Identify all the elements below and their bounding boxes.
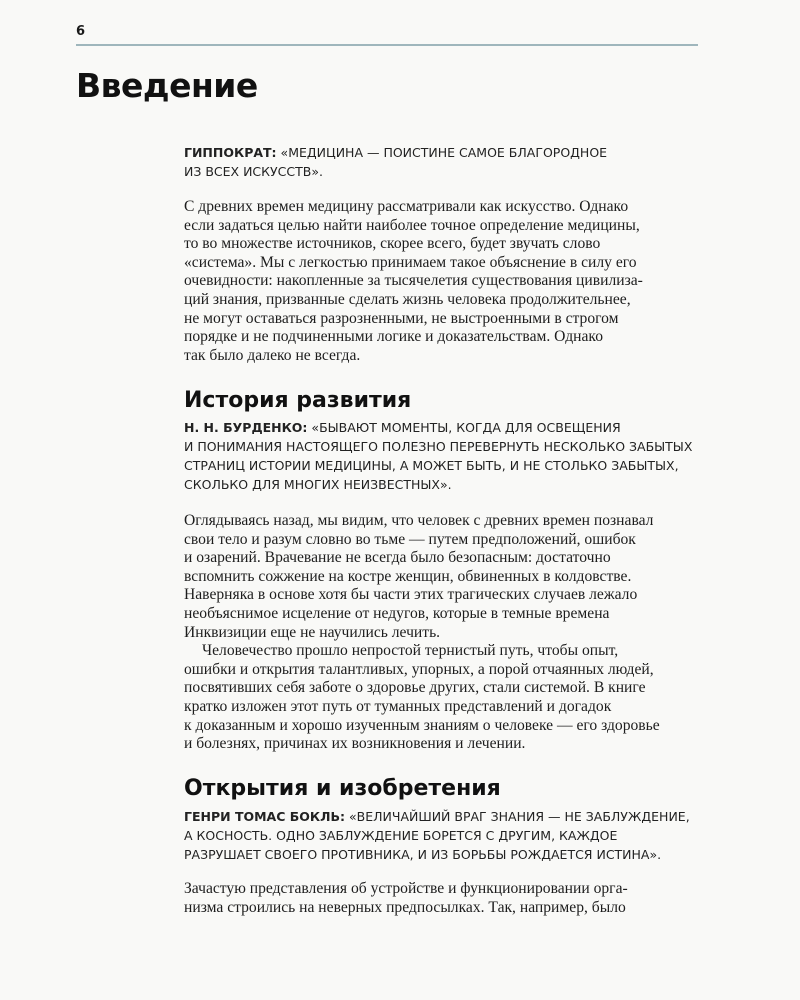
text-line: С древних времен медицину рассматривали как искусство. Однако	[184, 198, 629, 215]
quote-line: «БЫВАЮТ МОМЕНТЫ, КОГДА ДЛЯ ОСВЕЩЕНИЯ	[311, 420, 621, 435]
burdenko-quote	[184, 418, 704, 494]
text-line: свои тело и разум словно во тьме — путем предположений, ошибок	[184, 530, 636, 548]
page-title: Введение	[76, 66, 258, 105]
text-line: ций знания, призванные сделать жизнь человека продолжительнее,	[184, 290, 631, 308]
text-line: Зачастую представления об устройстве и функционировании орга-	[184, 880, 628, 897]
section-heading-history: История развития	[184, 388, 412, 413]
text-line: порядке и не подчиненными логике и доказательствам. Однако	[184, 328, 604, 346]
quote-line: СКОЛЬКО ДЛЯ МНОГИХ НЕИЗВЕСТНЫХ».	[184, 477, 452, 492]
quote-line: «ВЕЛИЧАЙШИЙ ВРАГ ЗНАНИЯ — НЕ ЗАБЛУЖДЕНИЕ,	[349, 809, 690, 824]
quote-line: ИЗ ВСЕХ ИСКУССТВ».	[184, 164, 323, 179]
intro-paragraph	[184, 198, 704, 365]
quote-author: Н. Н. БУРДЕНКО:	[184, 420, 308, 435]
page-number: 6	[76, 24, 86, 39]
text-line: Инквизиции еще не научились лечить.	[184, 623, 441, 641]
section-heading-discoveries: Открытия и изобретения	[184, 776, 501, 801]
text-line: то во множестве источников, скорее всего, будет звучать слово	[184, 235, 601, 253]
buckle-quote	[184, 807, 704, 864]
text-line: и озарений. Врачевание не всегда было безопасным: достаточно	[184, 549, 611, 567]
text-line: «система». Мы с легкостью принимаем такое объяснение в силу его	[184, 253, 637, 271]
text-line: так было далеко не всегда.	[184, 346, 361, 364]
text-line: низма строились на неверных предпосылках. Так, например, было	[184, 898, 626, 916]
quote-line: А КОСНОСТЬ. ОДНО ЗАБЛУЖДЕНИЕ БОРЕТСЯ С ДРУГИМ, КАЖДОЕ	[184, 828, 618, 843]
quote-author: ГЕНРИ ТОМАС БОКЛЬ:	[184, 809, 346, 824]
text-line: кратко изложен этот путь от туманных представлений и догадок	[184, 697, 612, 715]
quote-line: «МЕДИЦИНА — ПОИСТИНЕ САМОЕ БЛАГОРОДНОЕ	[280, 145, 608, 160]
quote-line: РАЗРУШАЕТ СВОЕГО ПРОТИВНИКА, И ИЗ БОРЬБЫ РОЖДАЕТСЯ ИСТИНА».	[184, 847, 662, 862]
text-line: к доказанным и хорошо изученным знаниям о человеке — его здоровье	[184, 716, 660, 734]
quote-author: ГИППОКРАТ:	[184, 145, 277, 160]
intro-quote	[184, 143, 704, 181]
text-line: и болезнях, причинах их возникновения и лечении.	[184, 735, 526, 753]
text-line: Человечество прошло непростой тернистый путь, чтобы опыт,	[202, 642, 619, 660]
quote-line: СТРАНИЦ ИСТОРИИ МЕДИЦИНЫ, А МОЖЕТ БЫТЬ, И НЕ СТОЛЬКО ЗАБЫТЫХ,	[184, 458, 679, 473]
text-line: необъяснимое исцеление от недугов, которые в темные времена	[184, 604, 610, 622]
text-line: вспомнить сожжение на костре женщин, обвиненных в колдовстве.	[184, 567, 632, 585]
text-line: Оглядываясь назад, мы видим, что человек с древних времен познавал	[184, 512, 654, 529]
history-paragraph	[184, 512, 704, 754]
header-rule	[76, 44, 698, 46]
text-line: посвятивших себя заботе о здоровье других, стали системой. В книге	[184, 679, 646, 697]
text-line: не могут оставаться разрозненными, не выстроенными в строгом	[184, 309, 619, 327]
text-line: очевидности: накопленные за тысячелетия существования цивилиза-	[184, 272, 643, 290]
quote-line: И ПОНИМАНИЯ НАСТОЯЩЕГО ПОЛЕЗНО ПЕРЕВЕРНУТЬ НЕСКОЛЬКО ЗАБЫТЫХ	[184, 439, 693, 454]
text-line: если задаться целью найти наиболее точное определение медицины,	[184, 216, 640, 234]
text-line: ошибки и открытия талантливых, упорных, а порой отчаянных людей,	[184, 660, 654, 678]
text-line: Наверняка в основе хотя бы части этих трагических случаев лежало	[184, 586, 638, 604]
discoveries-paragraph	[184, 880, 704, 917]
